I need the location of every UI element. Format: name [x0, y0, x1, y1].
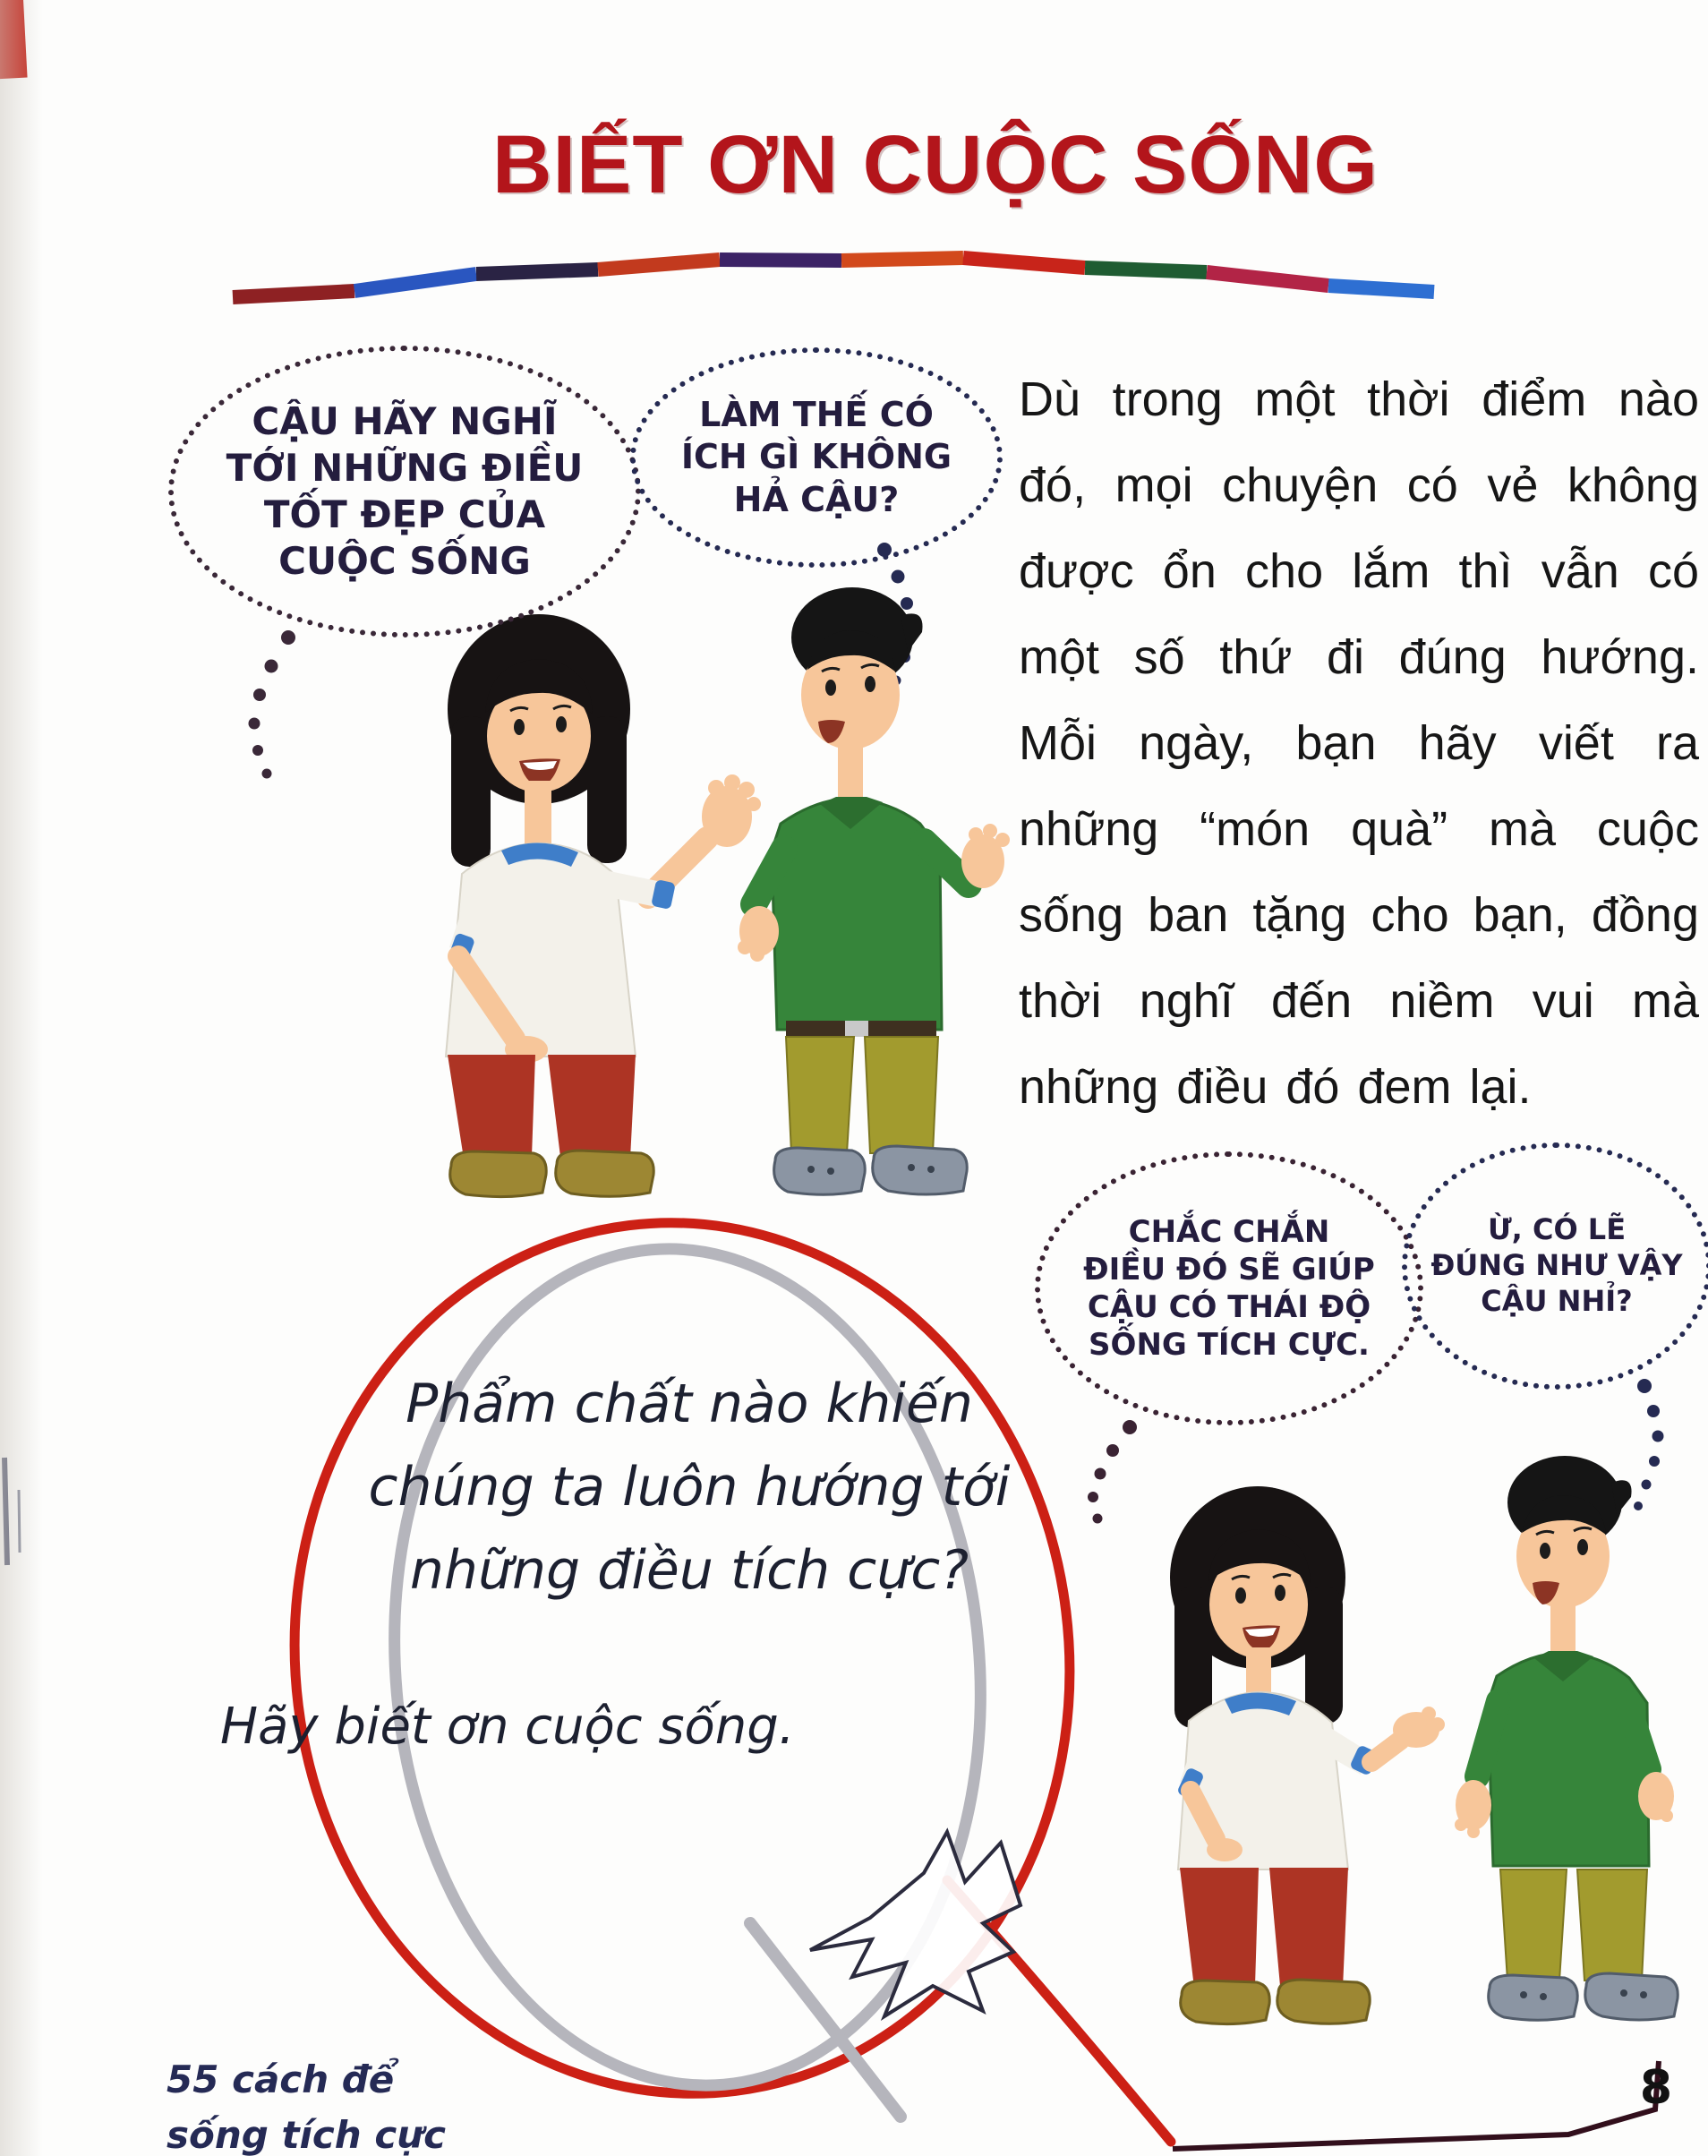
bubble1-tail-dots	[249, 630, 296, 779]
boy-character-top	[738, 587, 1010, 1194]
thought-bubble-1	[168, 346, 641, 637]
q-answer-text: Hãy biết ơn cuộc sống.	[220, 1698, 795, 1756]
divider-segment	[233, 291, 354, 297]
bubble-line: CẬU HÃY NGHĨ	[252, 398, 558, 443]
thought-bubble-4	[1402, 1142, 1708, 1390]
girl-character-top	[446, 614, 761, 1197]
series-line-1: 55 cách để	[167, 2058, 395, 2101]
bubble-line: HẢ CẬU?	[733, 479, 900, 519]
page-corner-bracket	[1173, 2061, 1659, 2149]
scan-artifact-red-corner	[0, 0, 28, 79]
bubble-line: CUỘC SỐNG	[278, 539, 531, 584]
series-line-2: sống tích cực	[167, 2113, 447, 2156]
question-line: Phẩm chất nào khiến	[406, 1373, 973, 1435]
bubble-line: SỐNG TÍCH CỰC.	[1089, 1327, 1370, 1364]
q-figure	[245, 1178, 1171, 2142]
bubble3-tail-dots	[1088, 1420, 1137, 1524]
bubble-line: ÍCH GÌ KHÔNG	[680, 437, 952, 477]
series-footer	[167, 2052, 614, 2156]
scan-artifact-left-edge	[4, 1458, 20, 1565]
bubble-line: TỚI NHỮNG ĐIỀU	[226, 445, 584, 490]
body-paragraph: Dù trong một thời điểm nào đó, mọi chuyện có vẻ không được ổn cho lắm thì vẫn có một số thứ đi đúng hướng. Mỗi ngày, bạn hãy viết ra những “món quà” mà cuộc sống ban tặng cho bạn, đồng thời nghĩ đến niềm vui mà những điều đó đem lại.	[1019, 372, 1699, 1114]
divider-segment	[720, 260, 841, 261]
bubble-line: TỐT ĐẸP CỦA	[263, 492, 546, 536]
divider-segment	[476, 270, 598, 274]
girl-character-bottom	[1170, 1486, 1445, 2024]
bubble-line: CẬU CÓ THÁI ĐỘ	[1087, 1289, 1371, 1325]
page-title: BIẾT ƠN CUỘC SỐNG	[492, 119, 1379, 210]
question-line: chúng ta luôn hướng tới	[368, 1456, 1011, 1519]
q-red-ring	[245, 1178, 1119, 2138]
bubble-line: CẬU NHỈ?	[1481, 1283, 1633, 1318]
bubble-line: Ừ, CÓ LẼ	[1487, 1212, 1627, 1247]
divider-segment	[598, 260, 720, 270]
bubble4-tail-dots	[1634, 1379, 1664, 1510]
divider-segment	[963, 258, 1085, 268]
boy-character-bottom	[1455, 1456, 1678, 2020]
divider-segment	[1328, 286, 1434, 292]
bubble-line: CHẮC CHẮN	[1128, 1213, 1330, 1250]
divider-segment	[841, 258, 963, 261]
bubble-line: ĐÚNG NHƯ VẬY	[1430, 1248, 1683, 1283]
divider-segment	[354, 274, 476, 291]
divider-segment	[1085, 268, 1207, 272]
divider-line	[233, 258, 1434, 297]
question-line: những điều tích cực?	[409, 1539, 969, 1602]
divider-segment	[1207, 272, 1328, 286]
thought-bubble-3	[1035, 1151, 1423, 1425]
bubble-line: LÀM THẾ CÓ	[699, 395, 934, 435]
q-question-text	[312, 1363, 1067, 1613]
page-number: 8	[1639, 2061, 1673, 2115]
thought-bubble-2	[630, 347, 1003, 568]
bubble-line: ĐIỀU ĐÓ SẼ GIÚP	[1083, 1251, 1375, 1288]
